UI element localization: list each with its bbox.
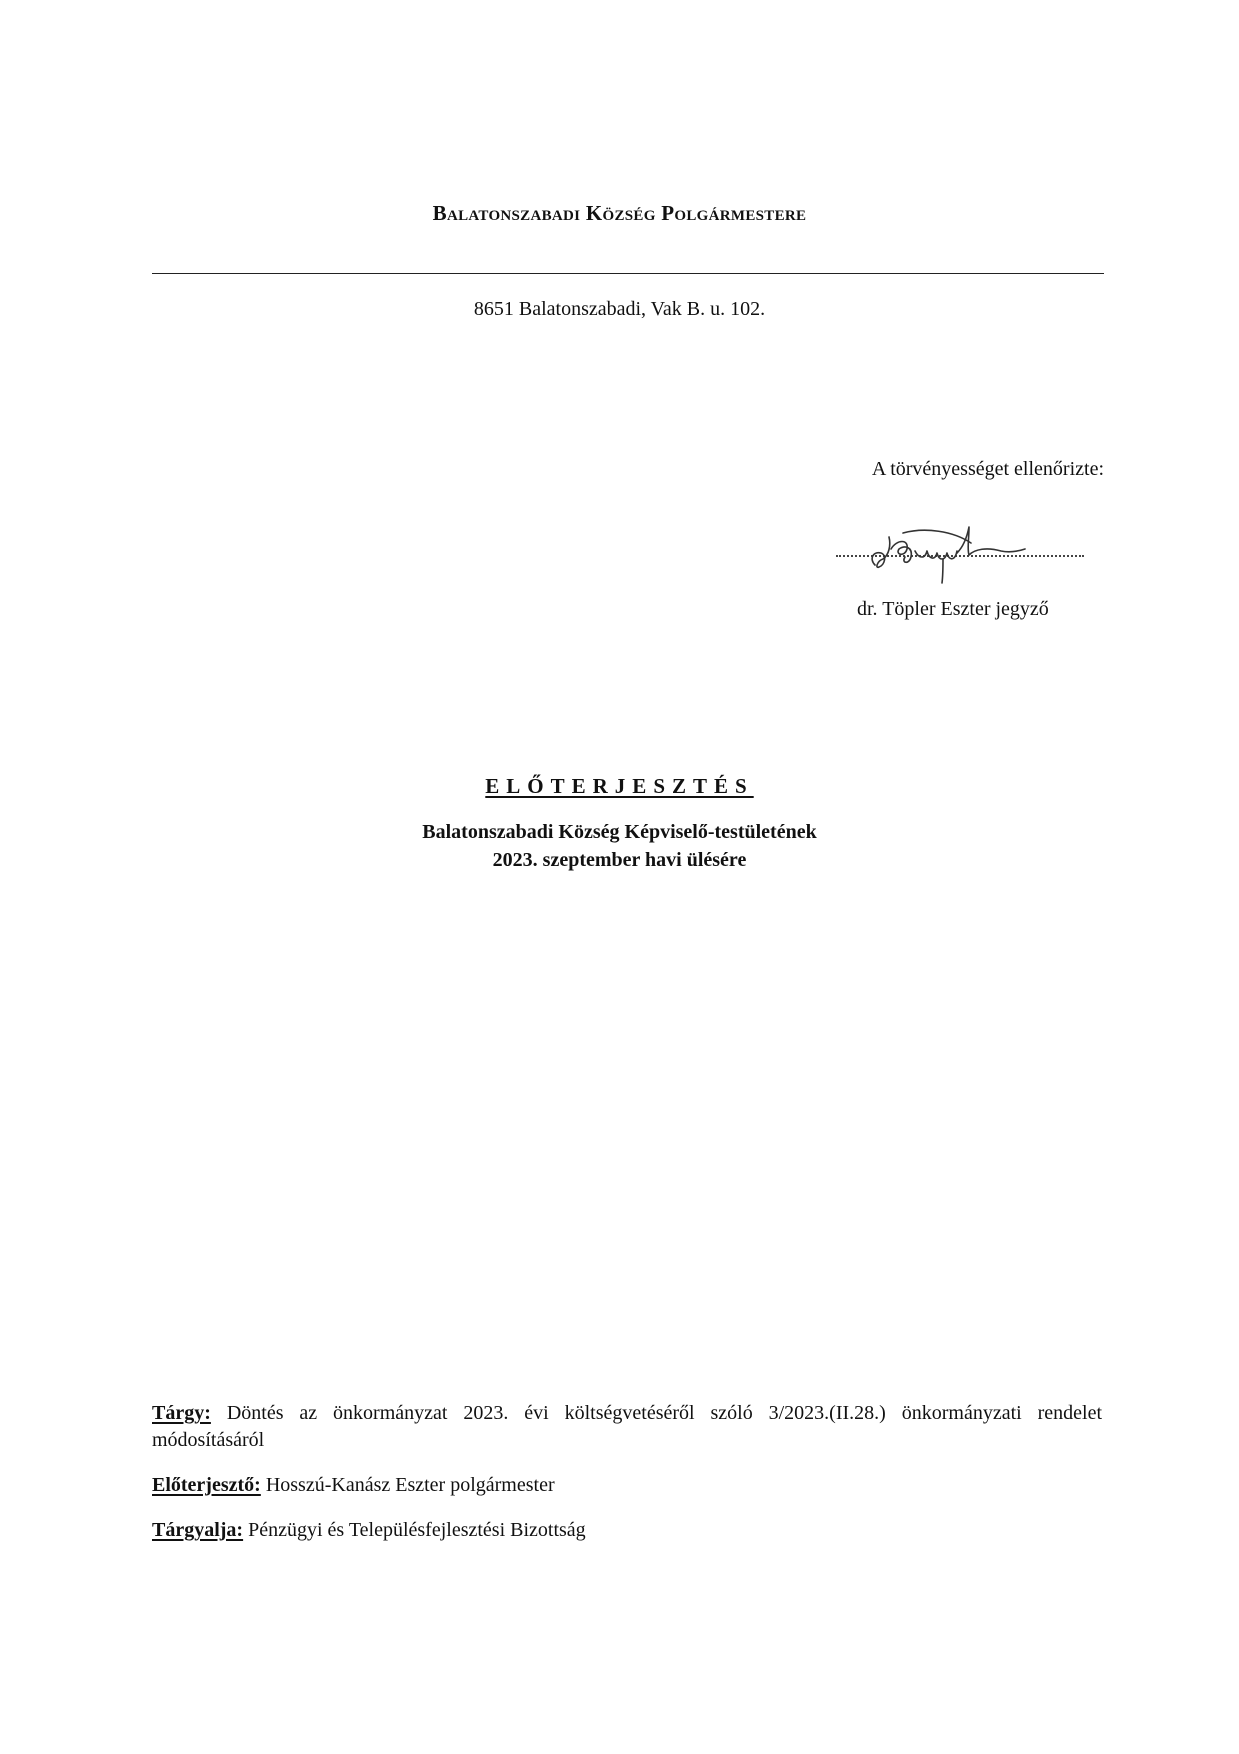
handwritten-signature xyxy=(855,515,1065,595)
subject-label: Tárgy: xyxy=(152,1402,211,1424)
addressee-line-1: Balatonszabadi Község Képviselő-testületének xyxy=(422,821,817,843)
subject-text: Döntés az önkormányzat 2023. évi költségvetéséről szóló 3/2023.(II.28.) önkormányzati rendelet módosításáról xyxy=(152,1402,1103,1451)
header-divider xyxy=(152,273,1104,274)
office-title: Balatonszabadi Község Polgármestere xyxy=(432,201,807,225)
committee-text: Pénzügyi és Településfejlesztési Bizottság xyxy=(248,1519,586,1541)
presenter-label: Előterjesztő: xyxy=(152,1474,261,1496)
addressee-line-2: 2023. szeptember havi ülésére xyxy=(492,849,747,871)
subject-row xyxy=(152,1400,1102,1454)
legality-check-label: A törvényességet ellenőrizte: xyxy=(871,458,1104,480)
signer-name: dr. Töpler Eszter jegyző xyxy=(857,598,1049,620)
presenter-row xyxy=(152,1472,1102,1499)
office-address: 8651 Balatonszabadi, Vak B. u. 102. xyxy=(473,298,766,320)
addressee-block xyxy=(0,818,1239,874)
document-metadata xyxy=(152,1400,1102,1562)
committee-row xyxy=(152,1517,1102,1544)
committee-label: Tárgyalja: xyxy=(152,1519,244,1541)
document-type-heading: ELŐTERJESZTÉS xyxy=(485,774,754,798)
presenter-text: Hosszú-Kanász Eszter polgármester xyxy=(265,1474,555,1496)
